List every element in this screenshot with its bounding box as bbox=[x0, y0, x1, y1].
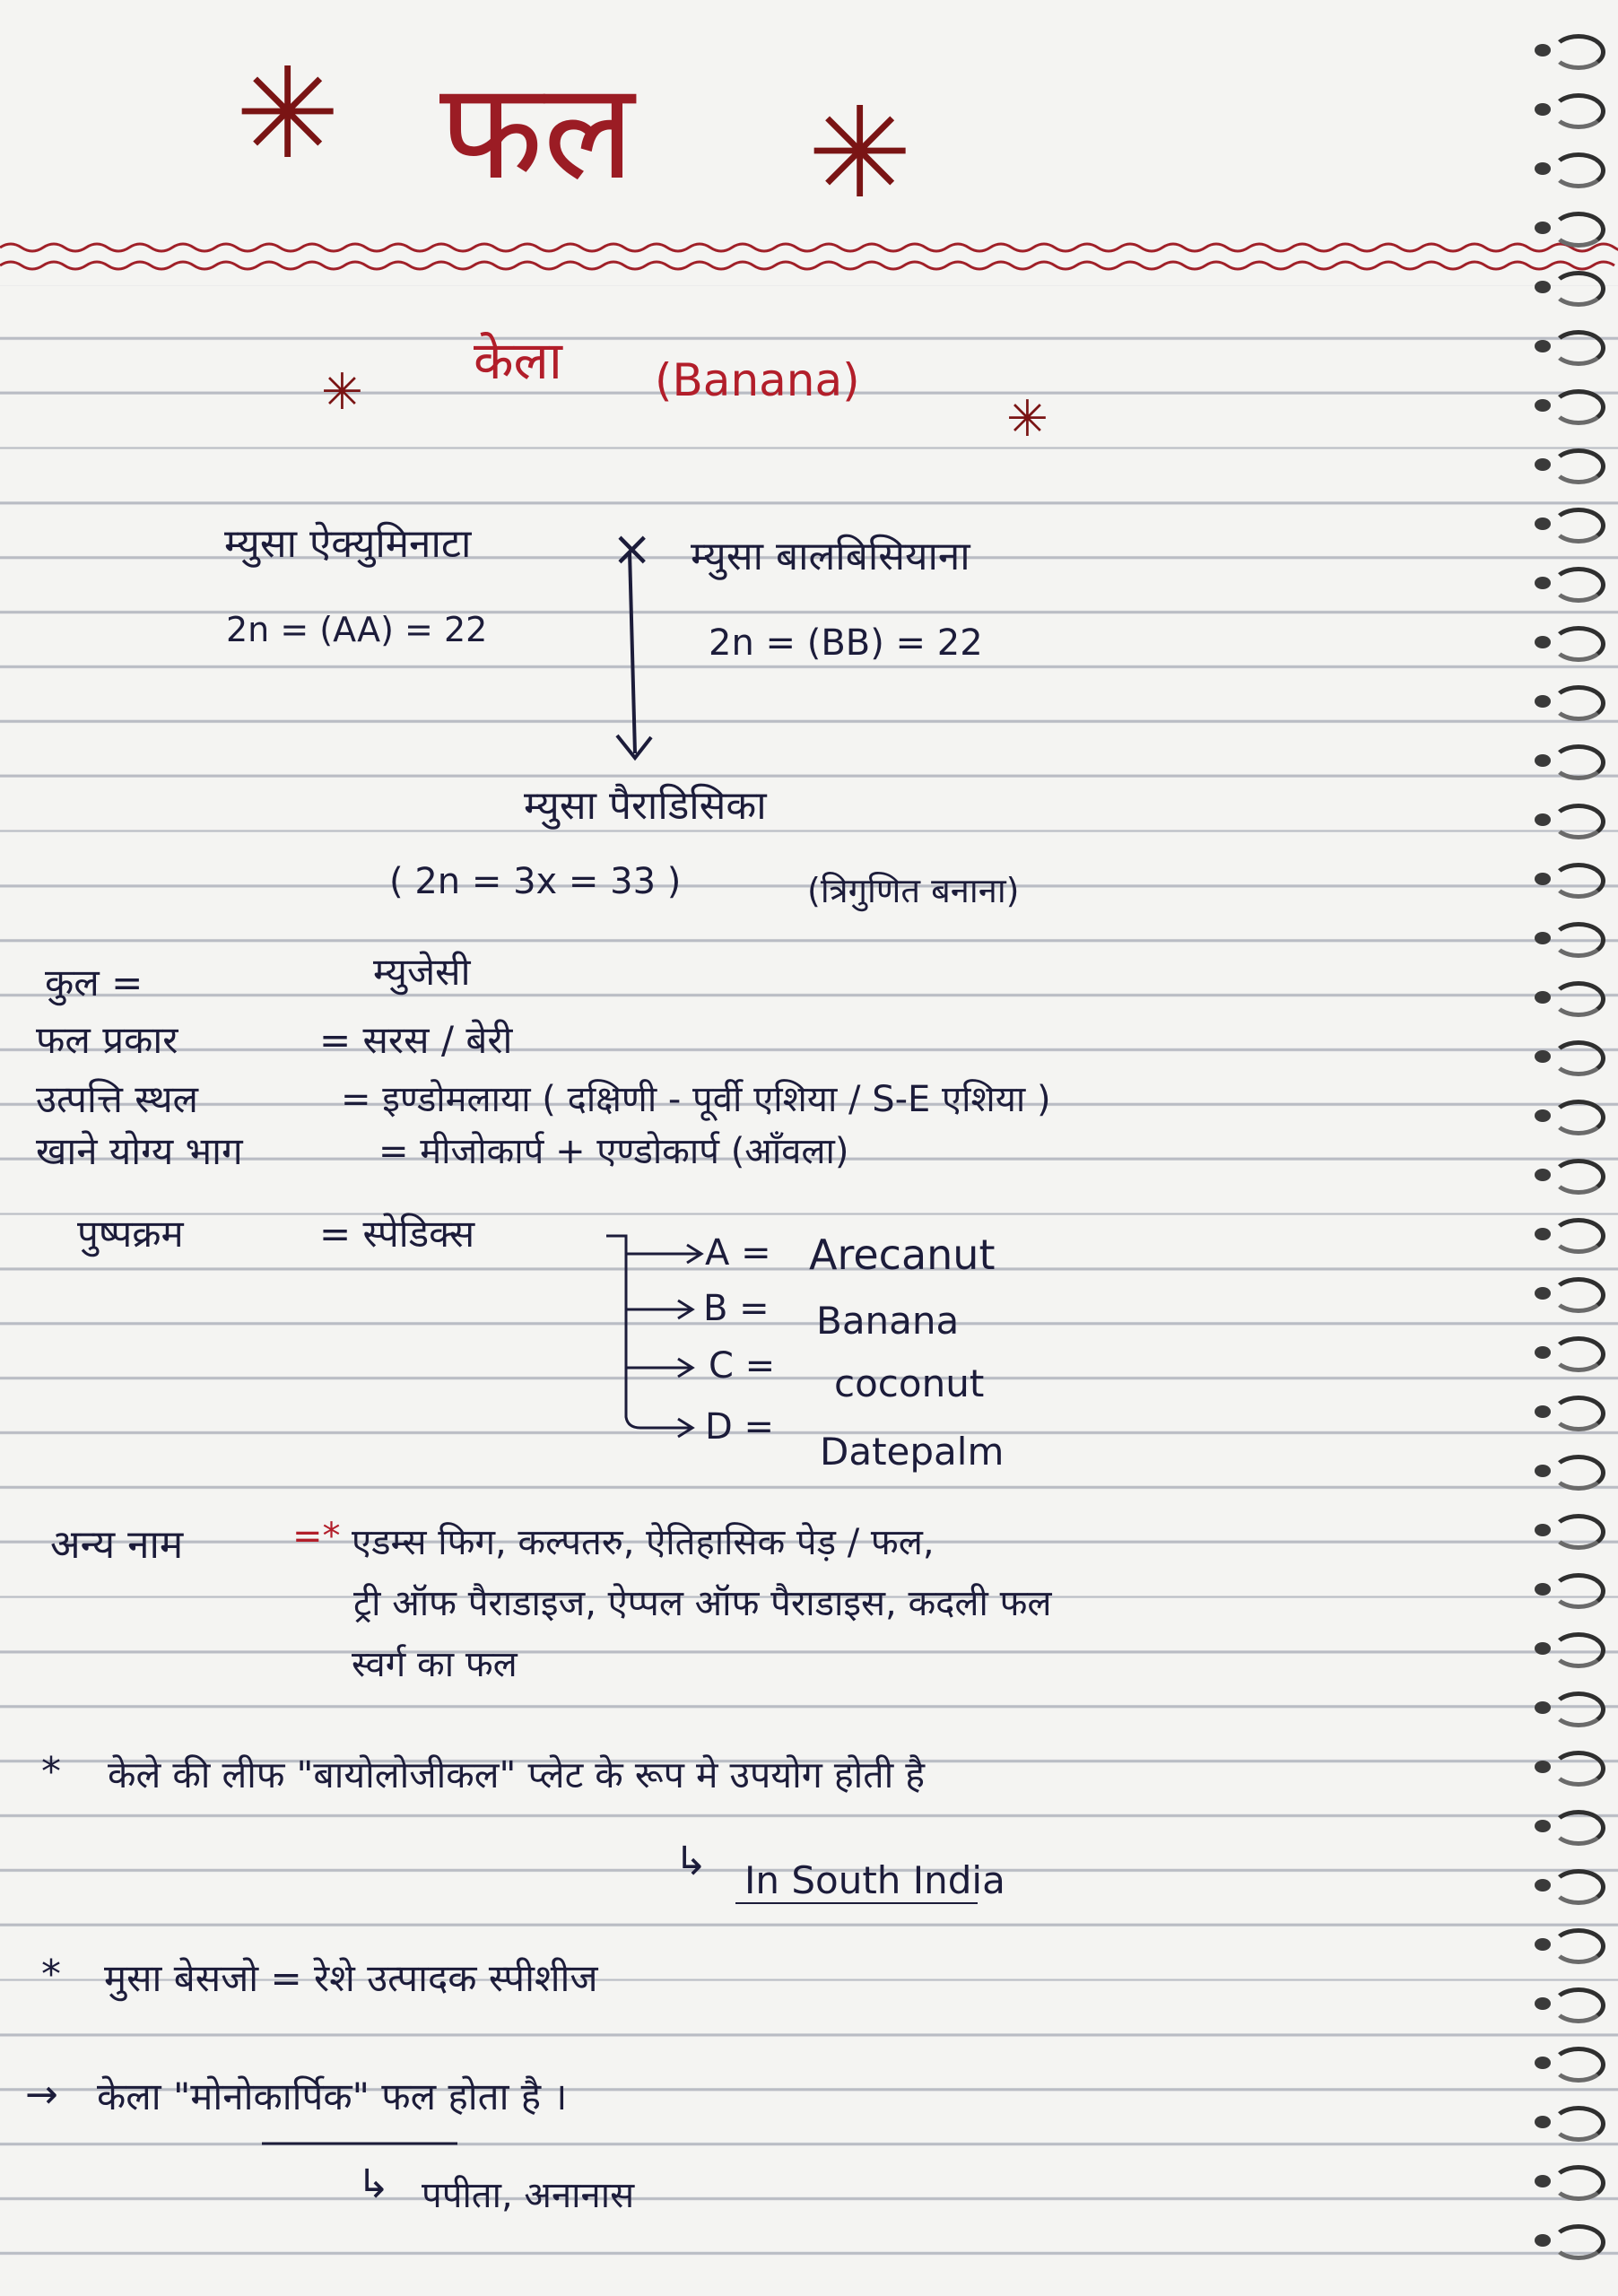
spiral-ring bbox=[1552, 34, 1605, 70]
note-3-sub-text: पपीता, अनानास bbox=[422, 2175, 635, 2216]
note-1-bullet: * bbox=[41, 1749, 61, 1795]
fact-label-origin: उत्पत्ति स्थल bbox=[36, 1077, 199, 1121]
offspring-name: म्युसा पैराडिसिका bbox=[524, 783, 767, 829]
banana-heading-en: (Banana) bbox=[655, 354, 860, 406]
note-3-bullet: → bbox=[25, 2072, 58, 2118]
spiral-ring bbox=[1552, 863, 1605, 899]
spiral-ring bbox=[1552, 2224, 1605, 2260]
spiral-ring bbox=[1552, 1692, 1605, 1727]
other-names-marker: =* bbox=[292, 1516, 341, 1557]
spiral-ring bbox=[1552, 212, 1605, 248]
spiral-ring bbox=[1552, 330, 1605, 366]
spadix-name-a: Arecanut bbox=[809, 1231, 996, 1279]
spiral-ring bbox=[1552, 1987, 1605, 2023]
spiral-ring bbox=[1552, 922, 1605, 958]
spiral-ring bbox=[1552, 685, 1605, 721]
spiral-ring bbox=[1552, 1514, 1605, 1550]
title-star-right: ✳ bbox=[807, 81, 913, 227]
spiral-ring bbox=[1552, 448, 1605, 484]
spiral-ring bbox=[1552, 1928, 1605, 1964]
other-names-label: अन्य नाम bbox=[50, 1522, 184, 1568]
title-star-left: ✳ bbox=[235, 41, 341, 187]
spiral-ring bbox=[1552, 1277, 1605, 1313]
spadix-arrow-c bbox=[626, 1359, 692, 1377]
spiral-ring bbox=[1552, 1455, 1605, 1491]
parent-b-name: म्युसा बालबिसियाना bbox=[691, 534, 970, 579]
fact-label-family: कुल = bbox=[45, 961, 144, 1004]
spiral-ring bbox=[1552, 1396, 1605, 1431]
offspring-note: (त्रिगुणित बनाना) bbox=[807, 871, 1020, 910]
other-names-line-2: ट्री ऑफ पैराडाइज, ऐप्पल ऑफ पैराडाइस, कदली फल bbox=[353, 1583, 1052, 1624]
note-1-text: केले की लीफ "बायोलोजीकल" प्लेट के रूप मे उपयोग होती है bbox=[108, 1753, 926, 1796]
fact-value-fruit-type: = सरस / बेरी bbox=[319, 1018, 513, 1062]
fact-label-fruit-type: फल प्रकार bbox=[36, 1018, 178, 1062]
spiral-ring bbox=[1552, 804, 1605, 839]
heading-star-left: ✳ bbox=[321, 363, 363, 422]
spiral-ring bbox=[1552, 981, 1605, 1017]
spadix-letter-a: A = bbox=[705, 1232, 771, 1274]
title-underline-2 bbox=[0, 262, 1614, 269]
other-names-line-1: एडम्स फिग, कल्पतरु, ऐतिहासिक पेड़ / फल, bbox=[352, 1522, 935, 1563]
spiral-ring bbox=[1552, 508, 1605, 544]
note-3-text: केला "मोनोकार्पिक" फल होता है । bbox=[97, 2074, 568, 2118]
note-2-bullet: * bbox=[41, 1952, 61, 1997]
fact-value-inflorescence: = स्पेडिक्स bbox=[319, 1212, 475, 1256]
note-3-sub-arrow: ↳ bbox=[357, 2161, 390, 2207]
spadix-branch-line bbox=[606, 1236, 640, 1428]
spiral-ring bbox=[1552, 1159, 1605, 1195]
spadix-letter-b: B = bbox=[703, 1288, 770, 1329]
spiral-ring bbox=[1552, 2047, 1605, 2083]
spadix-arrow-d bbox=[640, 1419, 692, 1437]
spiral-ring bbox=[1552, 626, 1605, 662]
spiral-ring bbox=[1552, 1632, 1605, 1668]
note-2-text: मुसा बेसजो = रेशे उत्पादक स्पीशीज bbox=[104, 1956, 598, 2000]
spiral-ring bbox=[1552, 1751, 1605, 1787]
spiral-ring bbox=[1552, 1100, 1605, 1135]
fact-value-family: म्युजेसी bbox=[373, 950, 471, 994]
spiral-binding bbox=[1533, 0, 1618, 2296]
fact-label-edible-part: खाने योग्य भाग bbox=[36, 1129, 243, 1173]
spiral-ring bbox=[1552, 1040, 1605, 1076]
fact-label-inflorescence: पुष्पक्रम bbox=[77, 1212, 184, 1256]
heading-star-right: ✳ bbox=[1006, 390, 1048, 448]
spiral-ring bbox=[1552, 1869, 1605, 1905]
parent-a-name: म्युसा ऐक्युमिनाटा bbox=[224, 521, 472, 567]
spiral-ring bbox=[1552, 567, 1605, 603]
other-names-line-3: स्वर्ग का फल bbox=[352, 1644, 518, 1685]
spadix-letter-d: D = bbox=[705, 1406, 775, 1448]
spiral-ring bbox=[1552, 152, 1605, 188]
spiral-ring bbox=[1552, 1810, 1605, 1846]
spiral-ring bbox=[1552, 2165, 1605, 2201]
spadix-name-d: Datepalm bbox=[820, 1430, 1005, 1474]
fact-value-edible-part: = मीजोकार्प + एण्डोकार्प (आँवला) bbox=[378, 1131, 849, 1172]
banana-heading-hi: केला bbox=[474, 330, 562, 391]
spiral-ring bbox=[1552, 744, 1605, 780]
spiral-ring bbox=[1552, 1336, 1605, 1372]
spadix-letter-c: C = bbox=[709, 1345, 776, 1387]
cross-arrow-shaft bbox=[630, 552, 635, 753]
title-underline-1 bbox=[0, 244, 1618, 251]
fact-value-origin: = इण्डोमलाया ( दक्षिणी - पूर्वी एशिया / S-E एशिया ) bbox=[341, 1079, 1051, 1120]
page-title: फल bbox=[439, 54, 635, 210]
spadix-arrow-b bbox=[626, 1300, 692, 1318]
spiral-ring bbox=[1552, 93, 1605, 129]
spiral-ring bbox=[1552, 389, 1605, 425]
note-1-sub-arrow: ↳ bbox=[674, 1839, 708, 1884]
offspring-formula: ( 2n = 3x = 33 ) bbox=[389, 861, 682, 902]
spiral-ring bbox=[1552, 1218, 1605, 1254]
spiral-ring bbox=[1552, 271, 1605, 307]
spadix-arrow-a bbox=[626, 1245, 701, 1263]
parent-b-formula: 2n = (BB) = 22 bbox=[709, 622, 983, 664]
spiral-ring bbox=[1552, 1573, 1605, 1609]
note-1-sub-text: In South India bbox=[744, 1858, 1005, 1902]
spadix-name-b: Banana bbox=[816, 1299, 960, 1343]
parent-a-formula: 2n = (AA) = 22 bbox=[226, 610, 488, 649]
spadix-name-c: coconut bbox=[834, 1361, 985, 1405]
spiral-ring bbox=[1552, 2106, 1605, 2142]
cross-sign: × bbox=[612, 520, 653, 577]
